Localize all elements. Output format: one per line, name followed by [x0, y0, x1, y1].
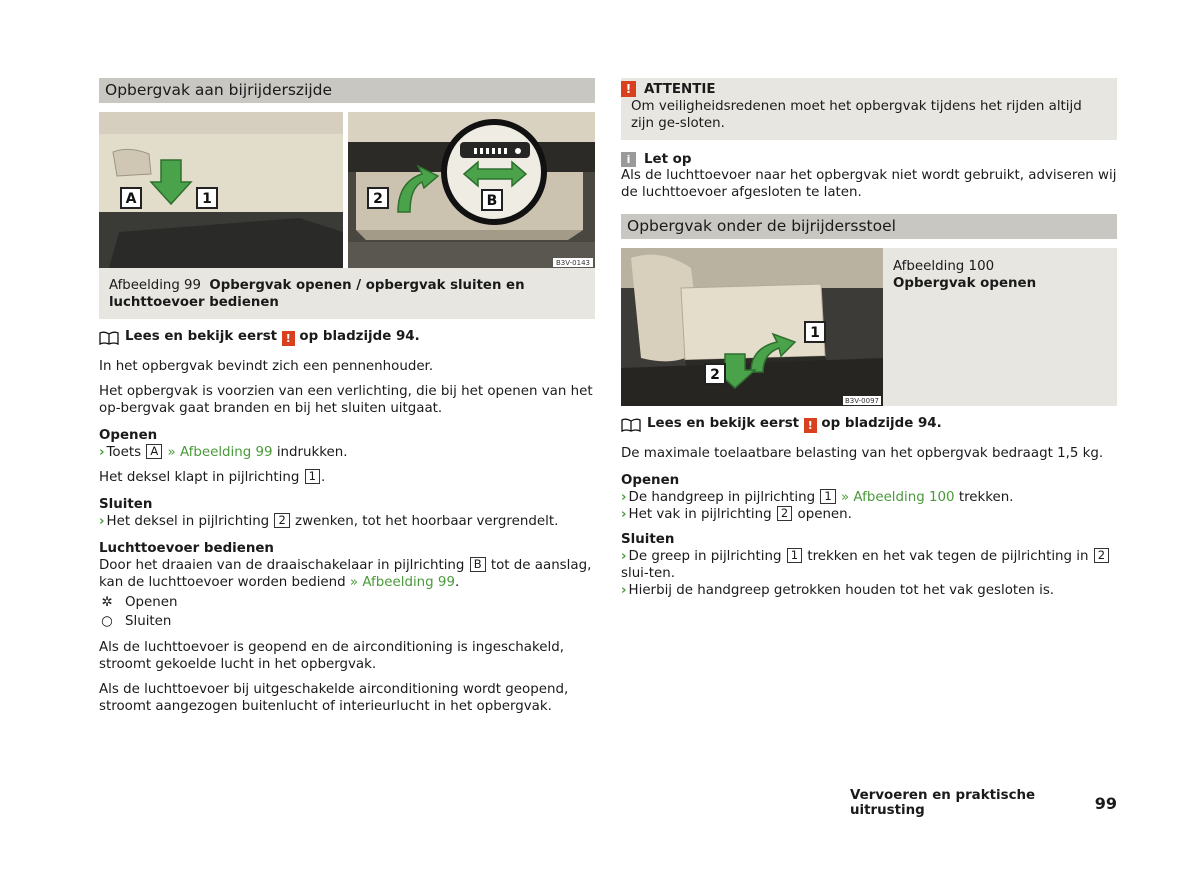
svg-text:2: 2 [710, 367, 720, 383]
figure-code: B3V-0097 [845, 397, 879, 405]
note-box: i Let op Als de luchttoevoer naar het opbergvak niet wordt gebruikt, adviseren wij de luchttoevoer afgesloten te laten. [621, 152, 1117, 200]
step: › Het deksel in pijlrichting 2 zwenken, tot het hoorbaar vergrendelt. [99, 513, 559, 529]
svg-text:A: A [125, 191, 137, 207]
svg-text:1: 1 [810, 325, 820, 341]
reference-line: Lees en bekijk eerst ! op bladzijde 94. [99, 329, 595, 346]
figure-code: B3V-0143 [556, 259, 590, 267]
figure-100 [621, 248, 1117, 406]
right-column [621, 78, 1117, 599]
paragraph: Het deksel klapt in pijlrichting 1 . [99, 469, 326, 485]
paragraph: Het opbergvak is voorzien van een verlichting, die bij het openen van het op-bergvak gaat branden en bij het sluiten uitgaat. [99, 384, 593, 416]
figure-100-caption: Afbeelding 100 Opbergvak openen [893, 259, 1037, 291]
section-heading-glovebox: Opbergvak aan bijrijderszijde [99, 78, 595, 103]
figure-100-photo [621, 248, 883, 406]
attention-box: ! ATTENTIE Om veiligheidsredenen moet het opbergvak tijdens het rijden altijd zijn ge-sloten. [621, 78, 1117, 140]
open-row: ✲ Openen [99, 593, 595, 612]
subheading-openen: Openen [621, 473, 680, 488]
paragraph: De maximale toelaatbare belasting van het opbergvak bedraagt 1,5 kg. [621, 446, 1104, 461]
subheading-luchttoevoer: Luchttoevoer bedienen [99, 541, 274, 556]
subheading-openen: Openen [99, 428, 158, 443]
paragraph: In het opbergvak bevindt zich een pennenhouder. [99, 359, 434, 374]
step: › Hierbij de handgreep getrokken houden tot het vak gesloten is. [621, 583, 1055, 598]
circle-icon: ○ [101, 614, 113, 629]
figure-link[interactable]: » Afbeelding 99 [349, 575, 455, 590]
step: › Het vak in pijlrichting 2 openen. [621, 506, 852, 522]
info-icon: i [621, 152, 636, 167]
figure-99-photo-right [348, 112, 595, 268]
svg-text:2: 2 [373, 191, 383, 207]
svg-text:B: B [486, 193, 498, 209]
subheading-sluiten: Sluiten [621, 532, 675, 547]
page-number: 99 [1094, 793, 1117, 813]
paragraph: Als de luchttoevoer bij uitgeschakelde airconditioning wordt geopend, stroomt aangezogen buitenlucht of interieurlucht in het opbergvak. [99, 682, 569, 714]
reference-line: Lees en bekijk eerst ! op bladzijde 94. [621, 416, 1117, 433]
step: › De handgreep in pijlrichting 1 » Afbeelding 100 trekken. [621, 489, 1014, 505]
paragraph: Als de luchttoevoer is geopend en de airconditioning is ingeschakeld, stroomt gekoelde lucht in het opbergvak. [99, 640, 564, 672]
figure-link[interactable]: » Afbeelding 100 [840, 490, 955, 505]
warning-icon: ! [804, 418, 817, 433]
footer-section: Vervoeren en praktische uitrusting [850, 788, 1036, 818]
page-footer [850, 788, 1117, 818]
warning-icon: ! [282, 331, 295, 346]
left-column [99, 78, 595, 715]
paragraph: Door het draaien van de draaischakelaar in pijlrichting B tot de aanslag, kan de luchttoevoer worden bediend » Afbeelding 99. [99, 557, 592, 590]
step: › Toets A » Afbeelding 99 indrukken. [99, 444, 348, 460]
book-icon [99, 331, 119, 345]
book-icon [621, 418, 641, 432]
sun-icon: ✲ [101, 595, 113, 610]
figure-link[interactable]: » Afbeelding 99 [167, 445, 273, 460]
figure-99 [99, 112, 595, 268]
warning-icon: ! [621, 81, 636, 97]
figure-99-caption: Afbeelding 99 Opbergvak openen / opbergvak sluiten en luchttoevoer bedienen [99, 268, 595, 319]
svg-text:1: 1 [202, 191, 212, 207]
figure-99-photo-left [99, 112, 343, 268]
close-row: ○ Sluiten [99, 612, 595, 631]
step: › De greep in pijlrichting 1 trekken en het vak tegen de pijlrichting in 2 slui-ten. [621, 548, 1117, 582]
subheading-sluiten: Sluiten [99, 497, 153, 512]
section-heading-under-seat: Opbergvak onder de bijrijdersstoel [621, 214, 1117, 239]
